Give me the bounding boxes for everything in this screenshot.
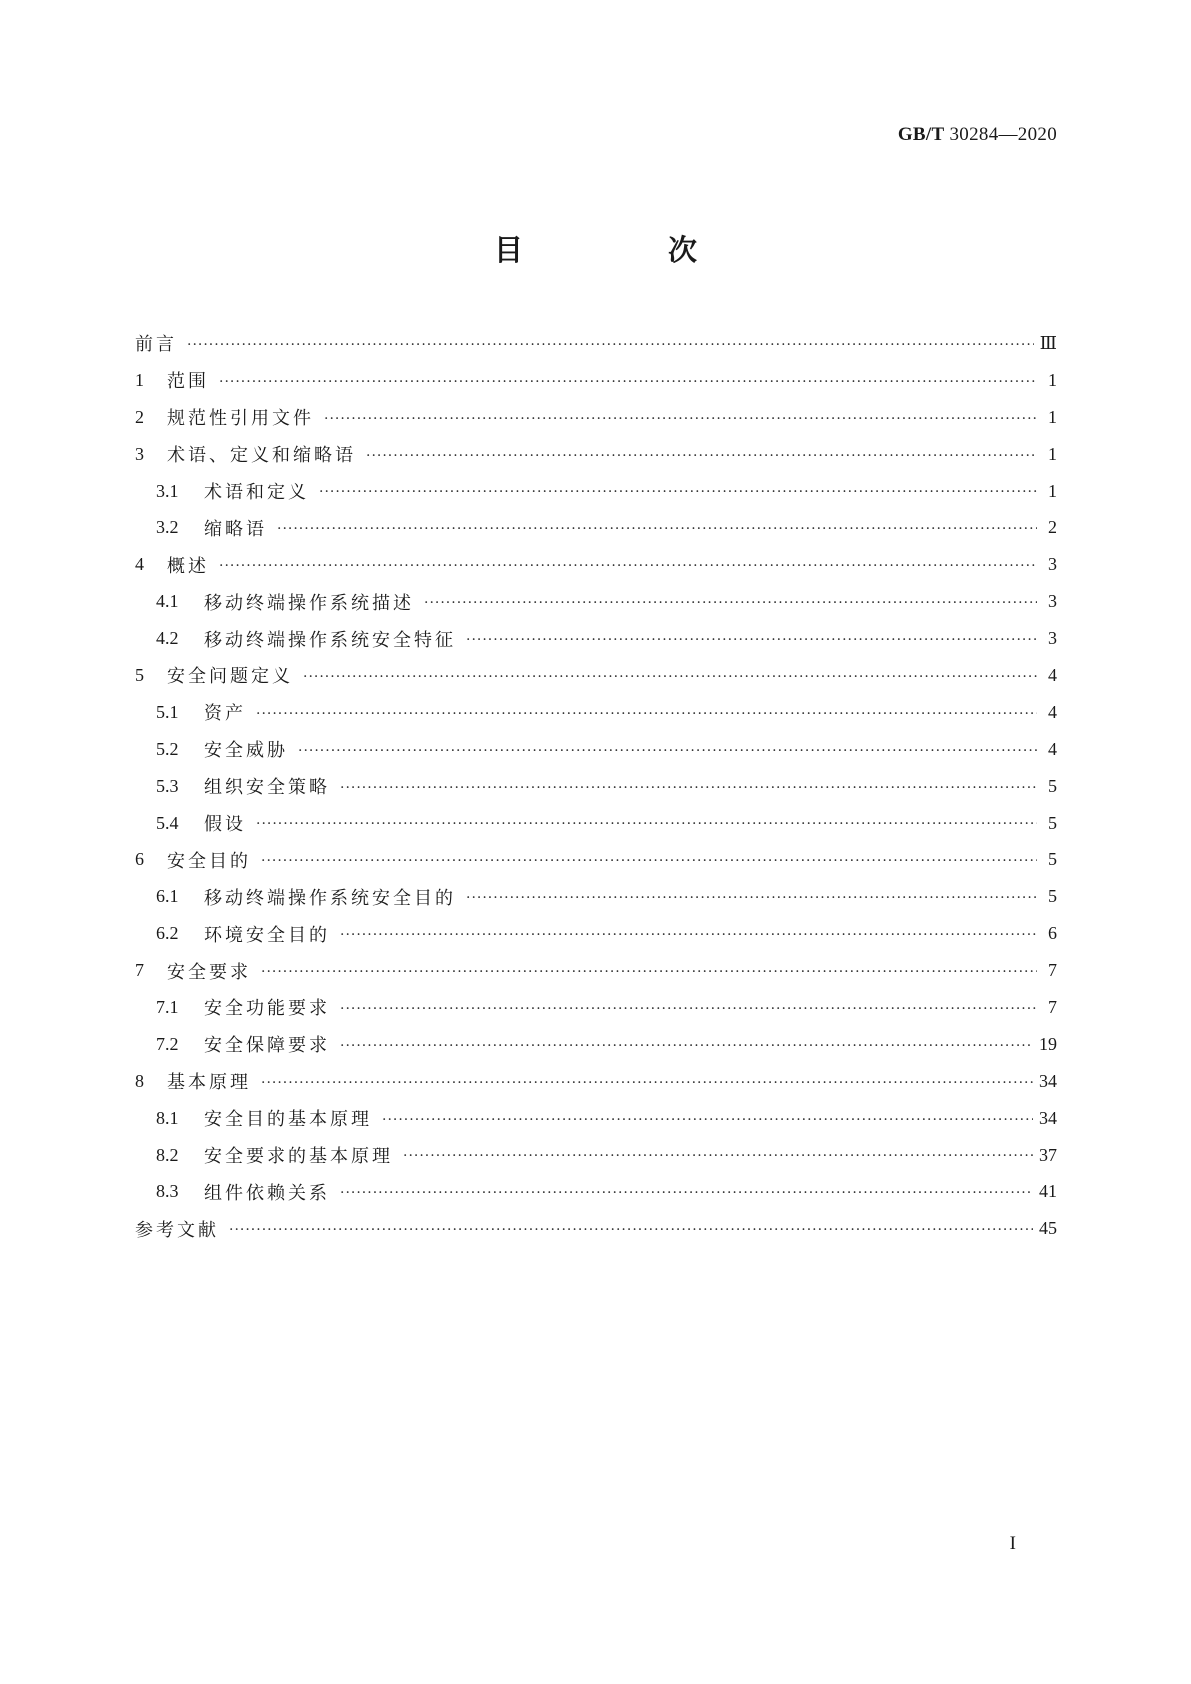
toc-entry[interactable] bbox=[135, 583, 1057, 620]
toc-dot-leader bbox=[340, 780, 1037, 805]
toc-entry[interactable] bbox=[135, 841, 1057, 878]
toc-entry-page: 4 bbox=[1048, 738, 1057, 759]
toc-entry-page: 1 bbox=[1048, 480, 1057, 501]
toc-entry-number: 5 bbox=[135, 664, 144, 685]
toc-entry-page: 5 bbox=[1048, 775, 1057, 796]
toc-entry[interactable] bbox=[135, 657, 1057, 694]
toc-entry[interactable] bbox=[135, 989, 1057, 1026]
toc-dot-leader bbox=[298, 743, 1037, 768]
toc-entry-number: 8 bbox=[135, 1070, 144, 1091]
toc-entry-number: 6.2 bbox=[156, 923, 179, 944]
toc-entry-label: 安全要求的基本原理 bbox=[204, 1146, 393, 1168]
toc-entry[interactable] bbox=[135, 399, 1057, 436]
toc-dot-leader bbox=[324, 411, 1037, 436]
toc-entry-number: 8.2 bbox=[156, 1144, 179, 1165]
toc-dot-leader bbox=[340, 1185, 1033, 1210]
toc-entry-number: 1 bbox=[135, 369, 144, 390]
toc-entry[interactable] bbox=[135, 694, 1057, 731]
toc-entry-number: 6 bbox=[135, 849, 144, 870]
toc-entry[interactable] bbox=[135, 878, 1057, 915]
toc-entry-number: 6.1 bbox=[156, 886, 179, 907]
toc-entry[interactable] bbox=[135, 546, 1057, 583]
toc-entry-number: 4 bbox=[135, 554, 144, 575]
toc-entry-label: 组织安全策略 bbox=[204, 777, 330, 799]
toc-entry-number: 3 bbox=[135, 443, 144, 464]
toc-entry-label: 前言 bbox=[135, 334, 177, 356]
toc-entry-label: 安全问题定义 bbox=[167, 666, 293, 688]
toc-entry-page: 2 bbox=[1048, 517, 1057, 538]
toc-entry-page: 6 bbox=[1048, 923, 1057, 944]
toc-entry-number: 2 bbox=[135, 406, 144, 427]
toc-entry-label: 安全目的基本原理 bbox=[204, 1109, 372, 1131]
toc-entry[interactable] bbox=[135, 1210, 1057, 1247]
toc-entry-label: 安全目的 bbox=[167, 850, 251, 872]
toc-entry-label: 组件依赖关系 bbox=[204, 1182, 330, 1204]
toc-entry-number: 4.1 bbox=[156, 591, 179, 612]
toc-entry-number: 4.2 bbox=[156, 628, 179, 649]
toc-entry[interactable] bbox=[135, 509, 1057, 546]
toc-entry[interactable] bbox=[135, 436, 1057, 473]
toc-dot-leader bbox=[219, 558, 1037, 583]
toc-entry-label: 安全功能要求 bbox=[204, 998, 330, 1020]
toc-entry-label: 概述 bbox=[167, 555, 209, 577]
toc-entry-page: 7 bbox=[1048, 996, 1057, 1017]
toc-entry[interactable] bbox=[135, 768, 1057, 805]
toc-entry-label: 移动终端操作系统描述 bbox=[204, 592, 414, 614]
toc-entry-label: 安全威胁 bbox=[204, 740, 288, 762]
toc-entry[interactable] bbox=[135, 473, 1057, 510]
standard-prefix: GB/T bbox=[897, 124, 945, 145]
toc-entry-page: 1 bbox=[1048, 369, 1057, 390]
toc-entry[interactable] bbox=[135, 1137, 1057, 1174]
toc-dot-leader bbox=[340, 927, 1037, 952]
toc-entry-label: 安全要求 bbox=[167, 961, 251, 983]
toc-entry-page: 34 bbox=[1039, 1070, 1057, 1091]
toc-dot-leader bbox=[424, 595, 1037, 620]
toc-dot-leader bbox=[229, 1222, 1033, 1247]
toc-entry-number: 8.3 bbox=[156, 1181, 179, 1202]
toc-entry-label: 术语和定义 bbox=[204, 482, 309, 503]
toc-entry[interactable] bbox=[135, 1026, 1057, 1063]
page-number: I bbox=[1009, 1533, 1016, 1554]
table-of-contents bbox=[135, 325, 1057, 1247]
toc-dot-leader bbox=[277, 521, 1037, 546]
toc-entry-number: 7.2 bbox=[156, 1033, 179, 1054]
toc-entry-label: 规范性引用文件 bbox=[167, 408, 314, 430]
toc-entry[interactable] bbox=[135, 915, 1057, 952]
toc-entry[interactable] bbox=[135, 805, 1057, 842]
standard-code bbox=[898, 124, 1057, 146]
toc-dot-leader bbox=[261, 964, 1037, 989]
toc-dot-leader bbox=[261, 853, 1037, 878]
toc-dot-leader bbox=[256, 706, 1037, 731]
toc-entry-label: 范围 bbox=[167, 371, 209, 393]
toc-dot-leader bbox=[340, 1001, 1037, 1026]
toc-dot-leader bbox=[187, 337, 1034, 362]
toc-entry-label: 参考文献 bbox=[135, 1219, 219, 1241]
toc-entry-page: 3 bbox=[1048, 628, 1057, 649]
toc-entry-number: 8.1 bbox=[156, 1107, 179, 1128]
toc-entry-page: 5 bbox=[1048, 886, 1057, 907]
toc-entry-page: 37 bbox=[1039, 1144, 1057, 1165]
toc-entry-label: 术语、定义和缩略语 bbox=[167, 445, 356, 467]
toc-entry-label: 资产 bbox=[204, 703, 246, 725]
toc-dot-leader bbox=[319, 484, 1037, 509]
toc-entry-label: 假设 bbox=[204, 814, 246, 836]
toc-entry-number: 7.1 bbox=[156, 996, 179, 1017]
toc-entry-page: 7 bbox=[1048, 960, 1057, 981]
toc-entry-page: 34 bbox=[1039, 1107, 1057, 1128]
toc-entry-page: 1 bbox=[1048, 443, 1057, 464]
toc-entry-label: 移动终端操作系统安全特征 bbox=[204, 629, 456, 651]
toc-entry-number: 3.1 bbox=[156, 480, 179, 501]
toc-entry-page: 45 bbox=[1039, 1218, 1057, 1239]
toc-entry-label: 基本原理 bbox=[167, 1072, 251, 1094]
toc-entry[interactable] bbox=[135, 362, 1057, 399]
toc-dot-leader bbox=[466, 890, 1037, 915]
toc-dot-leader bbox=[303, 669, 1037, 694]
toc-dot-leader bbox=[256, 816, 1037, 841]
page-title: 目 次 bbox=[493, 233, 755, 267]
toc-dot-leader bbox=[466, 632, 1037, 657]
toc-entry[interactable] bbox=[135, 952, 1057, 989]
toc-entry-number: 3.2 bbox=[156, 517, 179, 538]
toc-entry-label: 安全保障要求 bbox=[204, 1035, 330, 1057]
toc-entry-page: 19 bbox=[1039, 1033, 1057, 1054]
toc-entry-page: 41 bbox=[1039, 1181, 1057, 1202]
toc-entry[interactable] bbox=[135, 1100, 1057, 1137]
toc-dot-leader bbox=[382, 1112, 1033, 1137]
toc-dot-leader bbox=[366, 448, 1037, 473]
toc-dot-leader bbox=[403, 1148, 1033, 1173]
toc-entry[interactable] bbox=[135, 1063, 1057, 1100]
toc-entry-label: 缩略语 bbox=[204, 518, 267, 540]
toc-entry-label: 环境安全目的 bbox=[204, 924, 330, 946]
toc-entry-number: 5.2 bbox=[156, 738, 179, 759]
toc-entry-label: 移动终端操作系统安全目的 bbox=[204, 887, 456, 909]
toc-entry-page: 1 bbox=[1048, 406, 1057, 427]
toc-dot-leader bbox=[219, 374, 1037, 399]
toc-entry[interactable] bbox=[135, 325, 1057, 362]
toc-entry[interactable] bbox=[135, 731, 1057, 768]
toc-entry-number: 7 bbox=[135, 960, 144, 981]
toc-entry[interactable] bbox=[135, 1173, 1057, 1210]
toc-entry-page: 3 bbox=[1048, 591, 1057, 612]
toc-entry-number: 5.3 bbox=[156, 775, 179, 796]
toc-dot-leader bbox=[340, 1038, 1033, 1063]
toc-entry[interactable] bbox=[135, 620, 1057, 657]
toc-entry-page: 5 bbox=[1048, 812, 1057, 833]
toc-entry-page: 4 bbox=[1048, 701, 1057, 722]
toc-entry-number: 5.4 bbox=[156, 812, 179, 833]
toc-entry-number: 5.1 bbox=[156, 701, 179, 722]
toc-entry-page: 4 bbox=[1048, 664, 1057, 685]
toc-entry-page: 5 bbox=[1048, 849, 1057, 870]
toc-entry-page: Ⅲ bbox=[1039, 332, 1057, 353]
toc-dot-leader bbox=[261, 1075, 1033, 1100]
toc-entry-page: 3 bbox=[1048, 554, 1057, 575]
standard-number: 30284—2020 bbox=[949, 124, 1057, 145]
